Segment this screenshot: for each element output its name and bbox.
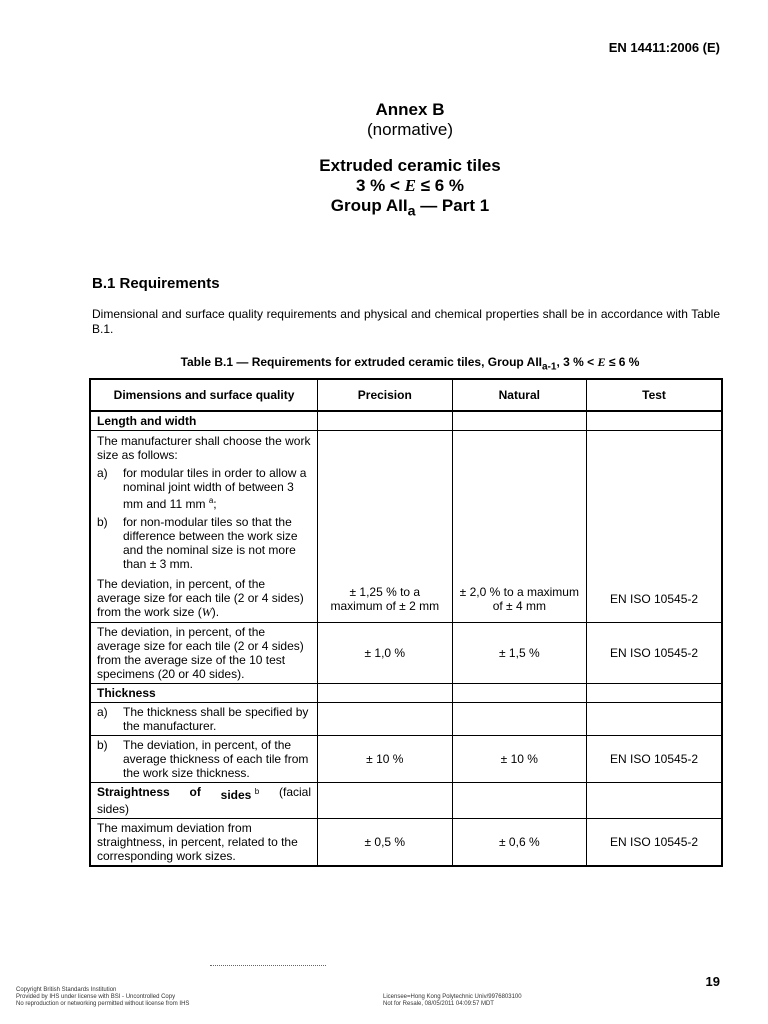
footer-left-line1: Copyright British Standards Institution [16,987,117,993]
annex-subject-line3 [0,196,768,221]
empty-cell [318,783,453,819]
annex-type: (normative) [367,120,453,139]
empty-cell [587,411,722,431]
caption-sub: a-1 [542,361,557,373]
natural-value: ± 0,6 % [452,819,587,867]
natural-value: ± 10 % [452,736,587,783]
header-test: Test [587,379,722,411]
straightness-heading [90,783,318,819]
header-natural: Natural [452,379,587,411]
natural-value: ± 2,0 % to a maximum of ± 4 mm [452,431,587,623]
straightness-text: The maximum deviation from straightness, in percent, related to the corresponding work sizes. [90,819,318,867]
empty-cell [452,703,587,736]
precision-value: ± 1,0 % [318,623,453,684]
length-width-body [90,431,318,623]
list-item [97,466,311,511]
list-text: for non-modular tiles so that the difference between the work size and the nominal size is not more than ± 3 mm. [123,515,298,571]
list-item [97,705,311,733]
document-id: EN 14411:2006 (E) [608,40,720,55]
natural-value: ± 1,5 % [452,623,587,684]
length-width-intro: The manufacturer shall choose the work size as follows: [97,434,311,462]
list-text: The thickness shall be specified by the manufacturer. [123,705,309,733]
table-row [90,623,722,684]
straightness-word3: sides [220,788,252,802]
dev-work-var: W [201,605,212,619]
straightness-word1: Straightness [97,785,170,799]
empty-cell [318,703,453,736]
table-row [90,783,722,819]
table-header-row [90,379,722,411]
straightness-heading-line2: sides) [97,802,130,816]
caption-var: E [597,355,606,369]
dev-work-pre: The deviation, in percent, of the average size for each tile (2 or 4 sides) from the work size ( [97,577,304,619]
deviation-average-text: The deviation, in percent, of the average size for each tile (2 or 4 sides) from the average size of the 10 test specimens (20 or 40 sides). [90,623,318,684]
list-label: a) [97,705,108,719]
table-row [90,684,722,703]
annex-subject-line2 [0,176,768,196]
table-row [90,703,722,736]
table-caption [0,355,768,372]
footer-left [16,987,189,1008]
line2-var: E [404,176,416,195]
footnote-a: a [208,496,214,505]
precision-value: ± 10 % [318,736,453,783]
footer-right [383,994,522,1008]
line2-post: ≤ 6 % [415,176,465,195]
list-text: The deviation, in percent, of the average thickness of each tile from the work size thickness. [123,738,309,780]
line3-pre: Group AII [330,196,408,215]
list-label: b) [97,515,108,529]
list-text [123,466,311,511]
caption-pre: Table B.1 — Requirements for extruded ceramic tiles, Group AII [180,355,542,369]
dev-work-post: ). [211,605,220,619]
item-a-text: for modular tiles in order to allow a nominal joint width of between 3 mm and 11 mm [123,466,307,511]
empty-cell [452,411,587,431]
table-row [90,411,722,431]
thickness-heading: Thickness [90,684,318,703]
caption-mid: , 3 % < [556,355,598,369]
table-row [90,431,722,623]
test-value: EN ISO 10545-2 [587,736,722,783]
section-paragraph: Dimensional and surface quality requirements and physical and chemical properties shall be in accordance with Table B.1. [92,307,720,336]
thickness-item-a [90,703,318,736]
deviation-work-size-text [97,577,311,619]
dotted-rule [210,965,326,966]
list-label: b) [97,738,108,752]
test-value: EN ISO 10545-2 [587,623,722,684]
precision-value: ± 1,25 % to a maximum of ± 2 mm [318,431,453,623]
line3-post: — Part 1 [415,196,490,215]
straightness-heading-line1 [97,785,311,802]
empty-cell [587,783,722,819]
length-width-heading: Length and width [90,411,318,431]
thickness-item-b [90,736,318,783]
straightness-word2: of [189,785,201,799]
footer-left-line2: Provided by IHS under license with BSI - Uncontrolled Copy [16,994,176,1000]
empty-cell [318,411,453,431]
line3-sub: a [407,203,416,220]
section-heading: B.1 Requirements [92,275,220,292]
caption-post: ≤ 6 % [605,355,640,369]
list-item [97,515,311,571]
test-value: EN ISO 10545-2 [587,431,722,623]
list-label: a) [97,466,108,480]
footer-left-line3: No reproduction or networking permitted without license from IHS [16,1001,190,1007]
straightness-word3-group [221,785,259,802]
requirements-table [89,378,723,867]
footnote-b: b [254,787,260,796]
empty-cell [587,684,722,703]
item-a-end: ; [213,497,217,511]
empty-cell [452,684,587,703]
empty-cell [318,684,453,703]
annex-subject-line1: Extruded ceramic tiles [319,156,501,175]
precision-value: ± 0,5 % [318,819,453,867]
header-precision: Precision [318,379,453,411]
table-row [90,736,722,783]
table-row [90,819,722,867]
line2-pre: 3 % < [355,176,405,195]
page-number: 19 [705,974,720,989]
straightness-rest: (facial [278,785,311,799]
empty-cell [452,783,587,819]
header-dimensions: Dimensions and surface quality [90,379,318,411]
annex-title: Annex B [375,100,445,119]
test-value: EN ISO 10545-2 [587,819,722,867]
empty-cell [587,703,722,736]
footer-right-line1: Licensee=Hong Kong Polytechnic Univ/9976803100 [383,994,522,1000]
annex-heading [0,100,768,221]
list-item [97,738,311,780]
footer-right-line2: Not for Resale, 08/05/2011 04:09:57 MDT [383,1001,494,1007]
